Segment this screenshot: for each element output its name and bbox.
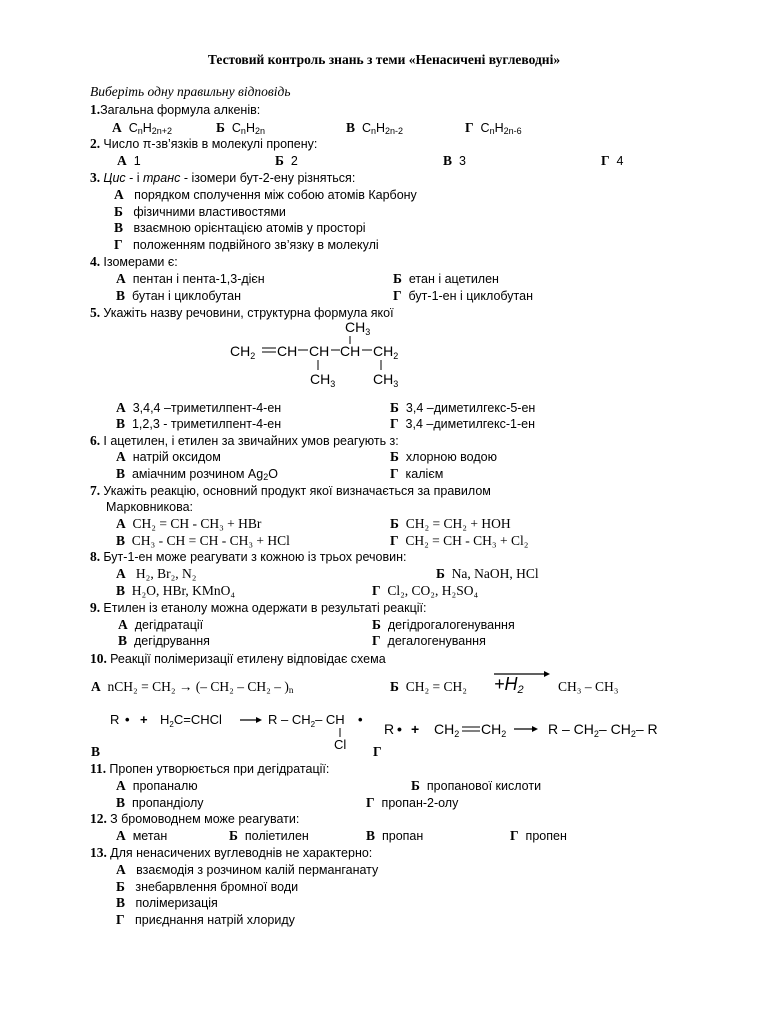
q1-option-g: Г $C_nH_{2n-6}$	[465, 120, 522, 136]
q3-option-v: В взаємною орієнтацією атомів у просторі	[114, 220, 366, 235]
question-8: 8. Бут-1-ен може реагувати з кожною із трьох речовин:	[90, 549, 407, 564]
q1-option-a: А $C_nH_{2n+2}$	[112, 120, 173, 136]
question-7: 7. Укажіть реакцію, основний продукт якої визначається за правилом	[90, 483, 491, 498]
q10-option-a: А nCH₂ = CH₂ → (– $CH_2 - CH_2 - )_n$	[91, 679, 294, 695]
q10-option-v: В	[91, 744, 101, 759]
methyl-top-ch3: $CH_3$	[345, 319, 371, 337]
q6-option-b: Б хлорною водою	[390, 449, 497, 464]
svg-text:R: R	[384, 721, 395, 737]
q10-option-b: Б CH₂ = CH₂	[390, 679, 467, 694]
chain-ch-3: CH	[340, 343, 361, 359]
q5-option-b: Б 3,4 –диметилгекс-5-ен	[390, 400, 536, 415]
svg-text:•: •	[397, 721, 402, 737]
svg-text:H2C=CHCl: $H_2C=CHCl$	[160, 712, 222, 729]
question-13: 13. Для ненасичених вуглеводнів не характерно:	[90, 845, 373, 860]
q7-option-v: В CH₃ - CH = CH - CH₃ + HCl	[116, 533, 290, 548]
q5-option-a: А 3,4,4 –триметилпент-4-ен	[116, 400, 282, 415]
q6-option-a: А натрій оксидом	[116, 449, 221, 464]
question-7-cont: Марковникова:	[106, 500, 194, 514]
question-6: 6. І ацетилен, і етилен за звичайних умов реагують з:	[90, 433, 399, 448]
q1-option-b: Б $C_nH_{2n}$	[216, 120, 265, 136]
question-10: 10. Реакції полімеризації етилену відповідає схема	[90, 651, 386, 666]
svg-text:R – CH2– CH: R – $CH_2-$ CH	[268, 712, 345, 729]
question-1: 1.Загальна формула алкенів:	[90, 102, 261, 117]
q2-option-g: Г 4	[601, 153, 624, 168]
q12-option-b: Б поліетилен	[229, 828, 309, 843]
chain-ch-2: CH	[309, 343, 330, 359]
question-2: 2. Число π-зв’язків в молекулі пропену:	[90, 136, 318, 151]
q11-option-a: А пропаналю	[116, 778, 198, 793]
q10-scheme-v	[108, 708, 373, 756]
q12-option-a: А метан	[116, 828, 168, 843]
q6-option-v: В аміачним розчином $Ag_2O$	[116, 466, 278, 482]
q5-option-g: Г 3,4 –диметилгекс-1-ен	[390, 416, 535, 431]
q10-scheme-g	[382, 718, 672, 742]
q5-option-v: В 1,2,3 - триметилпент-4-ен	[116, 416, 282, 431]
q12-option-g: Г пропен	[510, 828, 567, 843]
instructions: Виберіть одну правильну відповідь	[90, 84, 291, 99]
svg-text:Cl: Cl	[334, 737, 347, 752]
q2-option-a: А 1	[117, 153, 141, 168]
q10-b-arrow	[490, 668, 550, 696]
q4-option-g: Г бут-1-ен і циклобутан	[393, 288, 533, 303]
q13-option-a: А взаємодія з розчином калій перманганату	[116, 862, 379, 877]
q8-option-g: Г Cl₂, CO₂, H₂SO₄	[372, 583, 479, 598]
q4-option-a: А пентан і пента-1,3-дієн	[116, 271, 265, 286]
q10-option-g: Г	[373, 744, 382, 759]
q3-option-g: Г положенням подвійного зв’язку в молекулі	[114, 237, 379, 252]
q13-option-g: Г приєднання натрій хлориду	[116, 912, 295, 927]
svg-text:+: +	[140, 712, 148, 727]
chain-ch-1: CH	[277, 343, 298, 359]
chain-ch2-end: $CH_2$	[373, 343, 399, 361]
q9-option-b: Б дегідрогалогенування	[372, 617, 515, 632]
q9-option-g: Г дегалогенування	[372, 633, 486, 648]
page-title: Тестовий контроль знань з теми «Ненасичені вуглеводні»	[207, 52, 561, 67]
q4-option-b: Б етан і ацетилен	[393, 271, 499, 286]
q10-b-product: CH₃ – CH₃	[558, 679, 619, 694]
question-5: 5. Укажіть назву речовини, структурна формула якої	[90, 305, 394, 320]
structural-formula	[220, 318, 420, 392]
svg-text:CH2: $CH_2$	[434, 721, 460, 739]
q11-option-g: Г пропан-2-олу	[366, 795, 459, 810]
q7-option-a: А CH₂ = CH - CH₃ + HBr	[116, 516, 262, 531]
q8-option-b: Б Na, NaOH, HCl	[436, 566, 539, 581]
question-12: 12. З бромоводнем може реагувати:	[90, 811, 300, 826]
q13-option-v: В полімеризація	[116, 895, 218, 910]
q9-option-v: В дегідрування	[118, 633, 210, 648]
q1-option-v: В $C_nH_{2n-2}$	[346, 120, 404, 136]
svg-text:CH2: $CH_2$	[481, 721, 507, 739]
q11-option-b: Б пропанової кислоти	[411, 778, 542, 793]
q3-option-a: А порядком сполучення між собою атомів Карбону	[114, 187, 417, 202]
q2-option-v: В 3	[443, 153, 466, 168]
question-9: 9. Етилен із етанолу можна одержати в результаті реакції:	[90, 600, 427, 615]
methyl-bottom-1: $CH_3$	[310, 371, 336, 389]
q2-option-b: Б 2	[275, 153, 298, 168]
q3-option-b: Б фізичними властивостями	[114, 204, 286, 219]
q12-option-v: В пропан	[366, 828, 424, 843]
q13-option-b: Б знебарвлення бромної води	[116, 879, 299, 894]
svg-text:+: +	[411, 721, 420, 737]
svg-text:•: •	[125, 712, 130, 727]
question-3: 3. Цис - і транс - ізомери бут-2-ену різняться:	[90, 170, 356, 185]
svg-text:R – CH2– CH2– R: R – $CH_2-$ $CH_2-$ R	[548, 721, 658, 739]
q10-b-reagent: +H2	[494, 674, 524, 696]
svg-text:•: •	[358, 712, 363, 727]
q7-option-g: Г CH₂ = CH - CH₃ + Cl₂	[390, 533, 529, 548]
q8-option-a: А H₂, Br₂, N₂	[116, 566, 197, 581]
chain-ch2: $CH_2$	[230, 343, 256, 361]
question-4: 4. Ізомерами є:	[90, 254, 178, 269]
q6-option-g: Г калієм	[390, 466, 444, 481]
q8-option-v: В H₂O, HBr, KMnO₄	[116, 583, 236, 598]
methyl-bottom-2: $CH_3$	[373, 371, 399, 389]
q9-option-a: А дегідратації	[118, 617, 204, 632]
q11-option-v: В пропандіолу	[116, 795, 204, 810]
q7-option-b: Б CH₂ = CH₂ + HOH	[390, 516, 511, 531]
q4-option-v: В бутан і циклобутан	[116, 288, 241, 303]
question-11: 11. Пропен утворюється при дегідратації:	[90, 761, 330, 776]
svg-text:R: R	[110, 712, 120, 727]
